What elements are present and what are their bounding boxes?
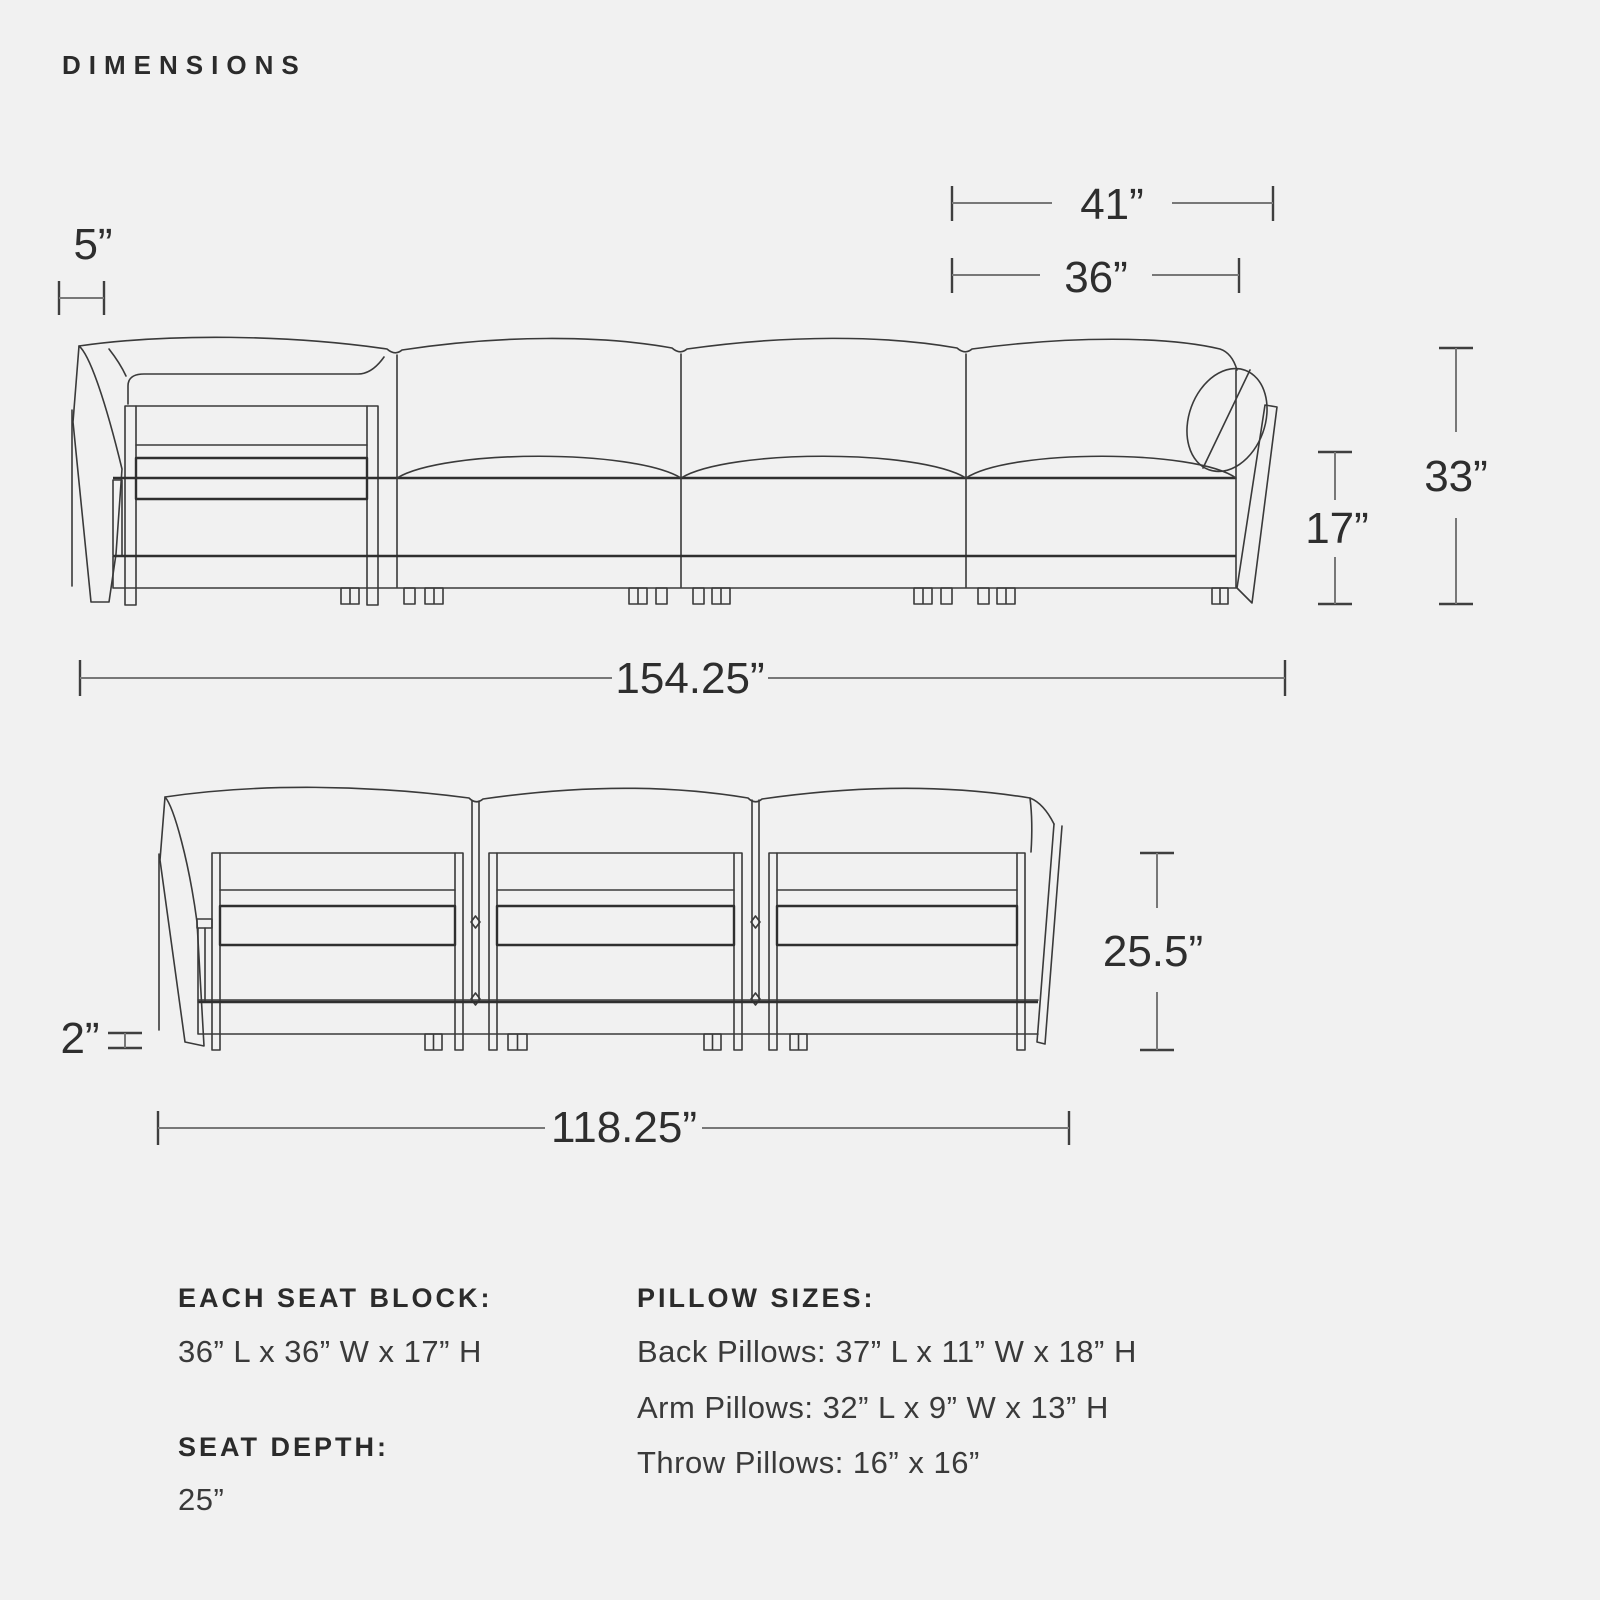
back-pillows-outline	[165, 787, 1054, 824]
back-module-gap-1	[472, 801, 479, 1002]
back-base-bottom	[198, 1002, 1038, 1034]
back-left-bracket	[197, 919, 212, 928]
dim-2-label: 2”	[60, 1014, 100, 1063]
dim-arm-width-label: 5”	[73, 220, 113, 269]
back-frame-1	[212, 853, 463, 1050]
front-frame-post-left	[125, 406, 136, 605]
dim-seat-width	[952, 253, 1239, 302]
front-seat-cushion-1	[397, 456, 681, 478]
back-right-arm	[1030, 798, 1062, 1044]
back-view-drawing	[159, 787, 1062, 1050]
dim-154-label: 154.25”	[615, 654, 765, 703]
back-module-gap-2	[752, 800, 759, 1002]
pillow-sizes-heading: PILLOW SIZES:	[637, 1283, 876, 1313]
front-left-arm-crease	[109, 349, 126, 376]
seat-block-heading: EACH SEAT BLOCK:	[178, 1283, 493, 1313]
front-base-bottom	[113, 556, 1236, 588]
dim-overall-width-back	[158, 1103, 1069, 1152]
dim-25-5-label: 25.5”	[1102, 927, 1204, 976]
pillow-back-value: Back Pillows: 37” L x 11” W x 18” H	[637, 1334, 1137, 1369]
front-left-arm	[73, 346, 122, 602]
front-right-arm	[1237, 405, 1277, 603]
dim-leg-height	[60, 1014, 142, 1063]
seat-block-value: 36” L x 36” W x 17” H	[178, 1334, 482, 1369]
front-corner-pillow	[128, 357, 384, 404]
seat-depth-value: 25”	[178, 1482, 225, 1517]
front-legs	[341, 588, 1228, 604]
page-title: DIMENSIONS	[62, 50, 307, 80]
back-frame-2	[489, 853, 742, 1050]
dim-17-label: 17”	[1305, 504, 1369, 553]
dim-36-label: 36”	[1064, 253, 1128, 302]
back-legs	[425, 1034, 807, 1050]
dim-overall-width-front	[80, 654, 1285, 703]
dim-back-height	[1103, 853, 1203, 1050]
dim-41-label: 41”	[1080, 180, 1144, 229]
dim-seat-height	[1305, 452, 1369, 604]
front-bolster-pillow	[1173, 357, 1281, 483]
dim-33-label: 33”	[1424, 452, 1488, 501]
dim-overall-height	[1424, 348, 1488, 604]
seat-depth-heading: SEAT DEPTH:	[178, 1432, 390, 1462]
front-seat-cushion-2	[681, 456, 966, 478]
back-frame-3	[769, 853, 1025, 1050]
front-back-pillows-outline	[79, 337, 1237, 370]
front-bolster-seam	[1203, 370, 1250, 468]
front-frame-post-right	[367, 406, 378, 605]
dim-arm-width	[59, 220, 113, 315]
pillow-arm-value: Arm Pillows: 32” L x 9” W x 13” H	[637, 1390, 1109, 1425]
dim-118-label: 118.25”	[551, 1103, 697, 1152]
dim-corner-seat-width	[952, 180, 1273, 229]
pillow-throw-value: Throw Pillows: 16” x 16”	[637, 1445, 980, 1480]
front-view-drawing	[72, 337, 1281, 605]
